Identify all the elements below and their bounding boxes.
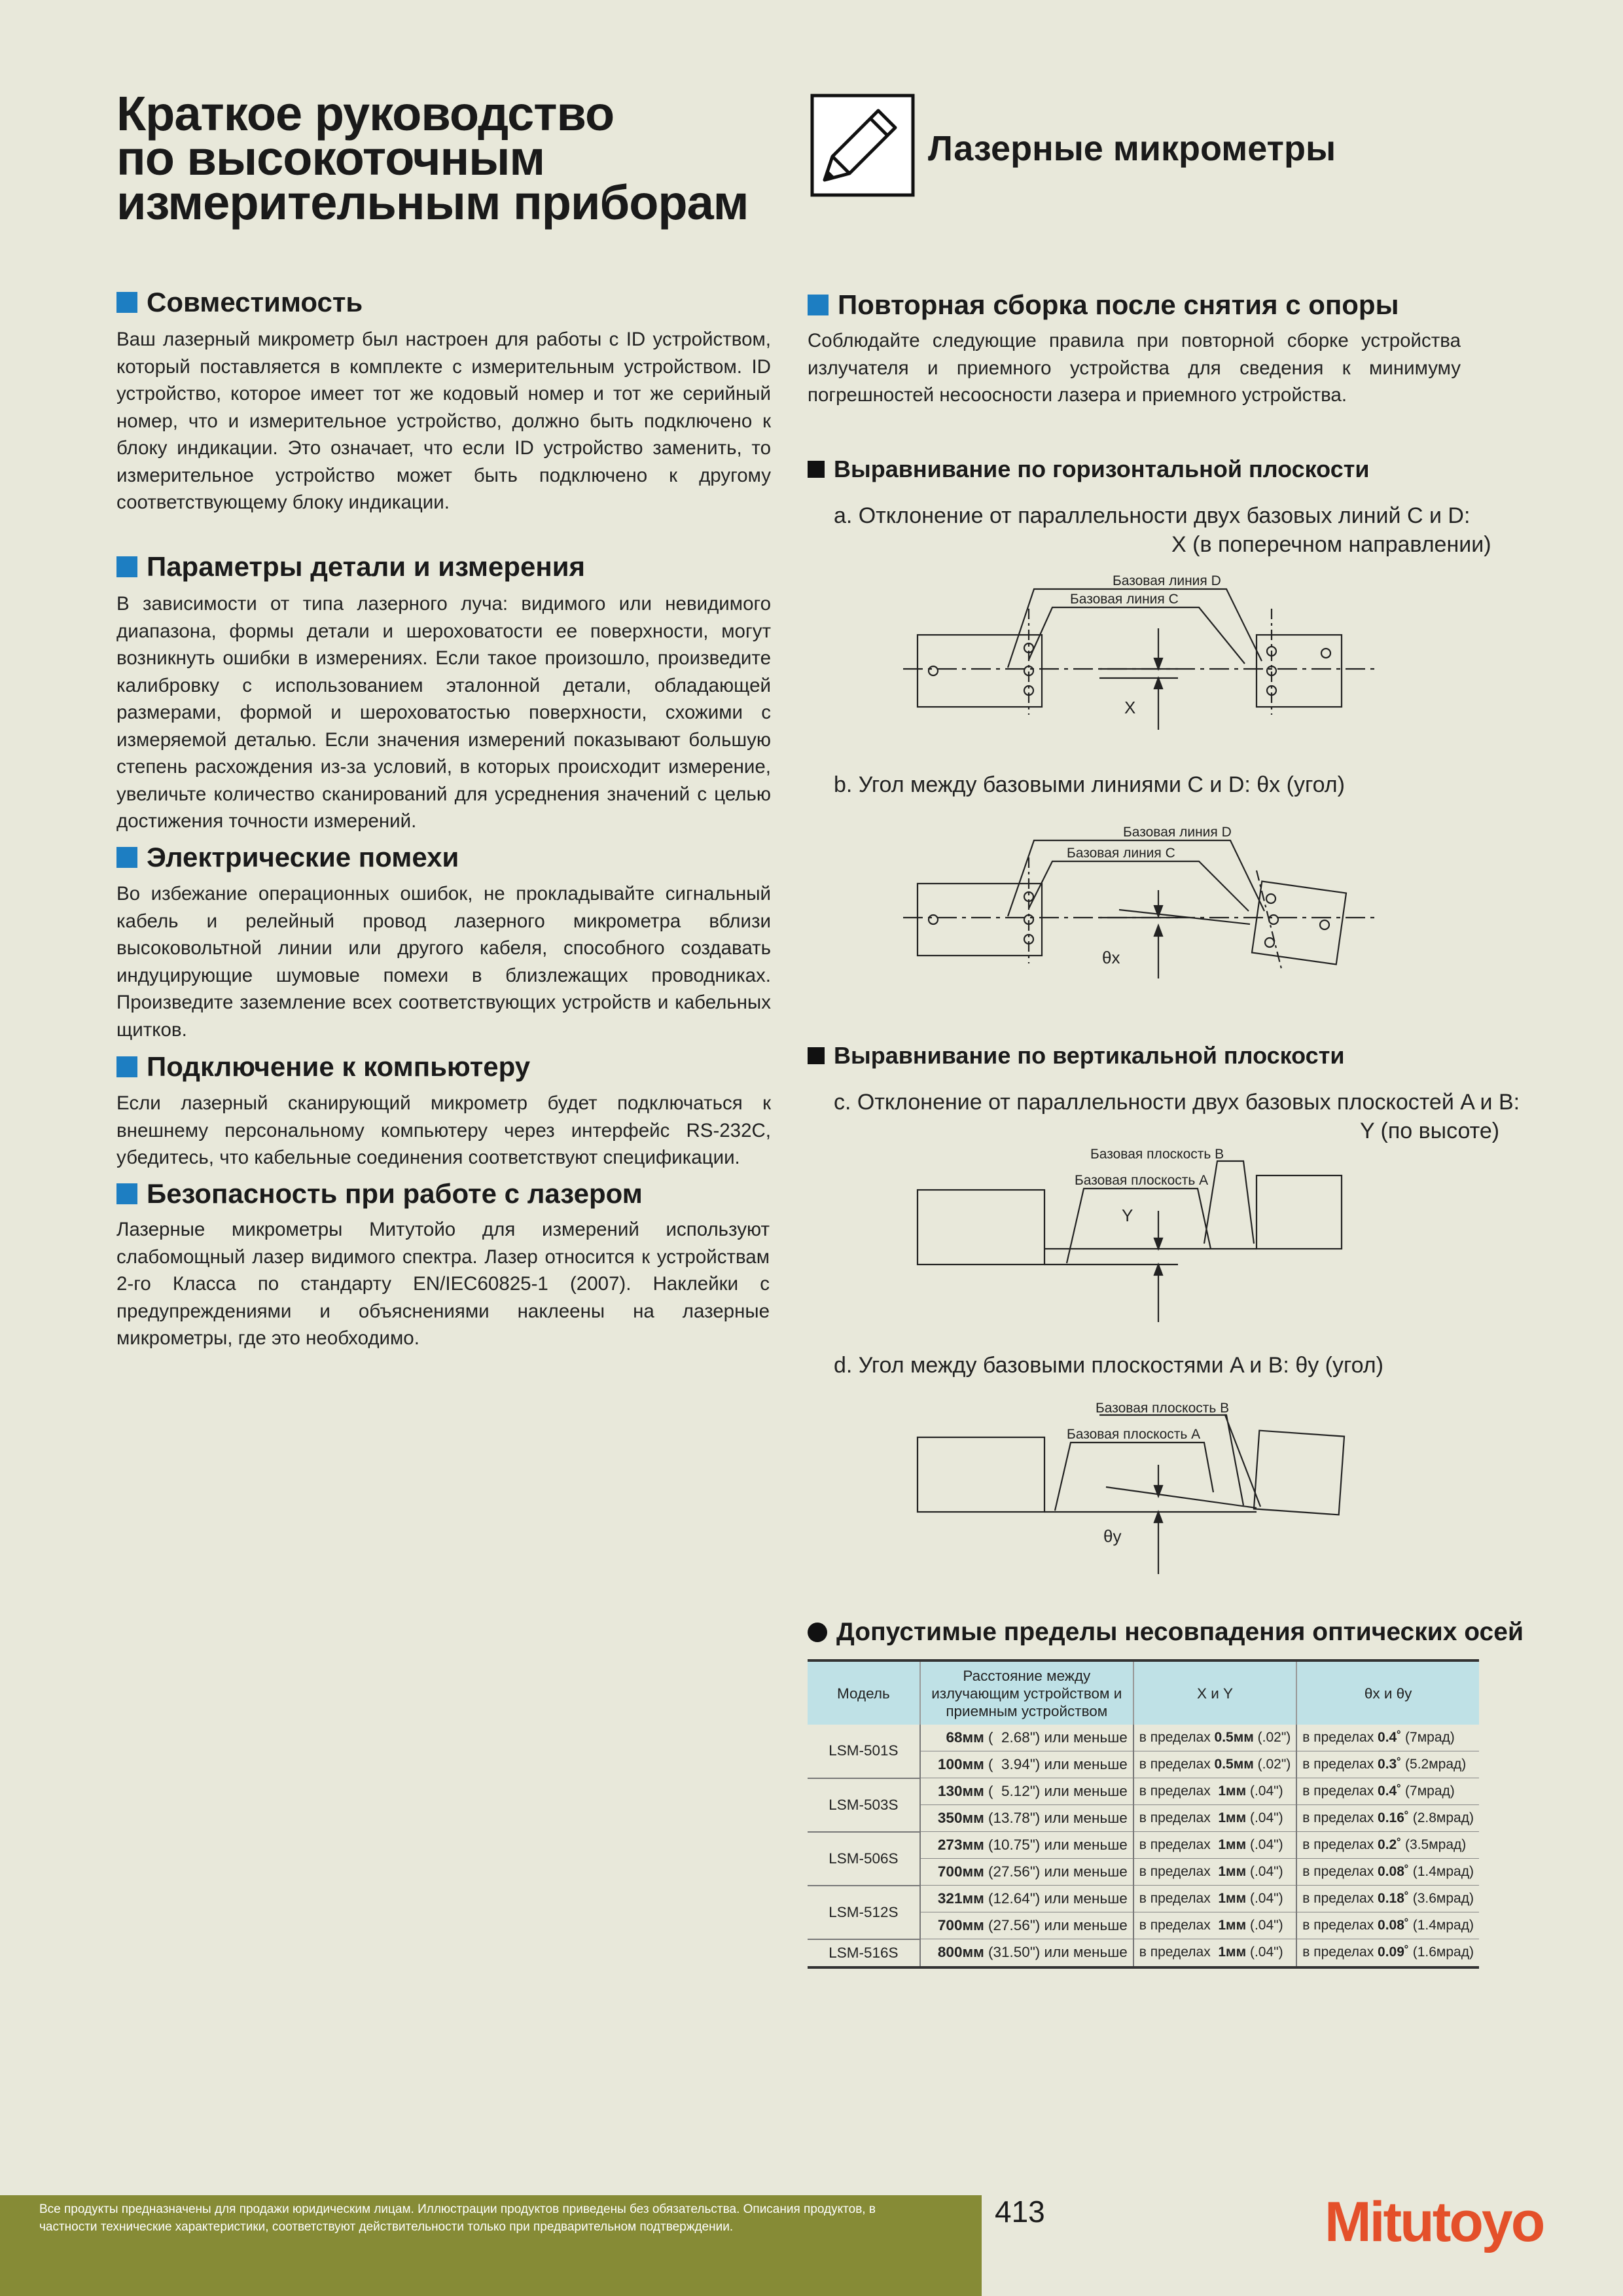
- cell-xy-suffix: (.04"): [1246, 1864, 1283, 1879]
- cell-distance: [920, 1859, 1133, 1886]
- cell-xy-value: 1мм: [1218, 1810, 1247, 1825]
- cell-xy: [1133, 1751, 1297, 1778]
- cell-xy-value: 1мм: [1218, 1837, 1247, 1852]
- cell-distance-rest: (13.78") или меньше: [984, 1810, 1128, 1826]
- cell-theta-value: 0.16˚: [1378, 1810, 1409, 1825]
- cell-theta-suffix: (3.5мрад): [1401, 1837, 1467, 1852]
- caption-b: b. Угол между базовыми линиями C и D: θx (угол): [834, 772, 1345, 797]
- cell-theta-prefix: в пределах: [1302, 1837, 1378, 1852]
- pencil-icon: [810, 94, 915, 197]
- figure-c: [903, 1139, 1374, 1335]
- cell-theta-value: 0.18˚: [1378, 1891, 1409, 1906]
- cell-xy-suffix: (.02"): [1253, 1730, 1291, 1745]
- mitutoyo-logo: Mitutoyo: [1325, 2191, 1544, 2253]
- cell-xy-prefix: в пределах: [1139, 1945, 1219, 1960]
- caption-c: c. Отклонение от параллельности двух базовых плоскостей A и B:: [834, 1090, 1520, 1115]
- cell-xy-prefix: в пределах: [1139, 1757, 1215, 1772]
- page-title-line: Краткое руководство: [116, 86, 615, 141]
- cell-distance-value: 273мм: [937, 1837, 984, 1853]
- cell-theta-suffix: (7мрад): [1401, 1730, 1455, 1745]
- cell-xy-value: 0.5мм: [1214, 1730, 1254, 1745]
- params-text: В зависимости от типа лазерного луча: видимого или невидимого диапазона, формы детали и шероховатости ее поверхности, могут возникнуть ошибки в измерениях. Если такое произошло, произведите калибровку с использованием эталонной детали, обладающей размерами, формой и шероховатостью поверхности, схожими с измеряемой деталью. Если значения измерений показывают большую степень расхождения из-за условий, в которых происходит измерение, увеличьте количество сканирований для усреднения значений с целью достижения точности измерений.: [116, 593, 771, 832]
- cell-distance-rest: ( 2.68") или меньше: [984, 1729, 1128, 1746]
- cell-xy-suffix: (.04"): [1246, 1810, 1283, 1825]
- cell-theta-suffix: (3.6мрад): [1408, 1891, 1474, 1906]
- safety-heading-text: Безопасность при работе с лазером: [147, 1178, 643, 1209]
- cell-distance-value: 68мм: [946, 1729, 984, 1746]
- cell-theta-prefix: в пределах: [1302, 1945, 1378, 1960]
- spec-table-wrap: [808, 1659, 1479, 1969]
- label-line-d: Базовая линия D: [1123, 825, 1232, 840]
- reassembly-heading: [808, 289, 1399, 321]
- cell-distance: [920, 1751, 1133, 1778]
- cell-xy: [1133, 1912, 1297, 1939]
- cell-theta: [1296, 1912, 1479, 1939]
- label-plane-b: Базовая плоскость B: [1096, 1401, 1230, 1416]
- label-theta-y: θy: [1103, 1526, 1122, 1546]
- caption-c-sub: Y (по высоте): [1360, 1119, 1500, 1143]
- params-heading-text: Параметры детали и измерения: [147, 551, 586, 582]
- cell-xy: [1133, 1778, 1297, 1805]
- page-title-line: измерительным приборам: [116, 175, 749, 230]
- cell-theta: [1296, 1832, 1479, 1859]
- cell-distance-rest: ( 5.12") или меньше: [984, 1783, 1128, 1799]
- vertical-heading-text: Выравнивание по вертикальной плоскости: [834, 1042, 1345, 1069]
- cell-xy: [1133, 1886, 1297, 1912]
- cell-distance-rest: ( 3.94") или меньше: [984, 1756, 1128, 1772]
- params-heading: [116, 551, 585, 583]
- cell-distance: [920, 1886, 1133, 1912]
- cell-xy: [1133, 1805, 1297, 1832]
- bullet-icon: [808, 1623, 827, 1642]
- cell-distance: [920, 1939, 1133, 1967]
- cell-theta: [1296, 1751, 1479, 1778]
- cell-distance-rest: (31.50") или меньше: [984, 1944, 1128, 1961]
- cell-distance: [920, 1725, 1133, 1751]
- table-row: [808, 1886, 1479, 1912]
- cell-distance: [920, 1912, 1133, 1939]
- pc-text: Если лазерный сканирующий микрометр будет подключаться к внешнему персональному компьютеру через интерфейс RS-232C, убедитесь, что кабельные соединения соответствуют спецификации.: [116, 1092, 771, 1168]
- col-header-model: Модель: [808, 1662, 920, 1725]
- cell-theta-suffix: (1.6мрад): [1408, 1945, 1474, 1960]
- blue-square-icon: [116, 1183, 137, 1204]
- horizontal-heading: [808, 456, 1369, 483]
- table-heading: [808, 1618, 1524, 1647]
- cell-xy: [1133, 1832, 1297, 1859]
- cell-model: LSM-503S: [808, 1778, 920, 1832]
- label-plane-a: Базовая плоскость A: [1075, 1173, 1209, 1188]
- noise-heading-text: Электрические помехи: [147, 842, 459, 872]
- cell-theta: [1296, 1725, 1479, 1751]
- cell-xy-value: 1мм: [1218, 1891, 1247, 1906]
- table-row: [808, 1939, 1479, 1967]
- caption-a: a. Отклонение от параллельности двух базовых линий C и D:: [834, 503, 1471, 528]
- safety-text: Лазерные микрометры Митутойо для измерений используют слабомощный лазер видимого спектра. Лазер относится к устройствам 2-го Класса по стандарту EN/IEC60825-1 (2007). Наклейки с предупреждениями и объяснениями наклеены на лазерные микрометры, где это необходимо.: [116, 1219, 770, 1349]
- pc-heading-text: Подключение к компьютеру: [147, 1051, 531, 1082]
- cell-theta-prefix: в пределах: [1302, 1891, 1378, 1906]
- noise-heading: [116, 842, 459, 873]
- label-x: X: [1124, 698, 1136, 717]
- cell-xy-prefix: в пределах: [1139, 1810, 1219, 1825]
- cell-distance: [920, 1778, 1133, 1805]
- cell-theta-suffix: (7мрад): [1401, 1784, 1455, 1799]
- page-title: [116, 86, 804, 230]
- cell-xy-suffix: (.04"): [1246, 1891, 1283, 1906]
- label-line-c: Базовая линия C: [1067, 846, 1175, 861]
- cell-theta-suffix: (5.2мрад): [1401, 1757, 1467, 1772]
- table-row: [808, 1832, 1479, 1859]
- cell-xy: [1133, 1939, 1297, 1967]
- table-row: [808, 1725, 1479, 1751]
- cell-distance-value: 100мм: [937, 1756, 984, 1772]
- blue-square-icon: [808, 295, 829, 315]
- table-heading-text: Допустимые пределы несовпадения оптических осей: [836, 1618, 1524, 1646]
- black-square-icon: [808, 1047, 825, 1064]
- label-line-d: Базовая линия D: [1113, 573, 1221, 588]
- cell-xy-suffix: (.04"): [1246, 1918, 1283, 1933]
- label-line-c: Базовая линия C: [1070, 592, 1179, 607]
- spec-table-body: [808, 1725, 1479, 1967]
- cell-xy-prefix: в пределах: [1139, 1918, 1219, 1933]
- cell-theta-suffix: (2.8мрад): [1408, 1810, 1474, 1825]
- compat-text: Ваш лазерный микрометр был настроен для работы с ID устройством, который поставляется в комплекте с измерительным устройством. ID устройство, которое имеет тот же кодовый номер и тот же серийный номер, что и измерительное устройство, должно быть подключено к блоку индикации. Это означает, что если ID устройство заменить, то измерительное устройство может быть подключено к другому соответствующему блоку индикации.: [116, 329, 771, 513]
- figure-a: [903, 569, 1374, 740]
- label-theta-x: θx: [1102, 948, 1120, 967]
- label-plane-b: Базовая плоскость B: [1090, 1147, 1224, 1162]
- cell-theta-value: 0.08˚: [1378, 1918, 1409, 1933]
- noise-text: Во избежание операционных ошибок, не прокладывайте сигнальный кабель и релейный провод лазерного микрометра вблизи высоковольтной линии или другого кабеля, способного создавать индуцирующие шумовые помехи в близлежащих проводниках. Произведите заземление всех соответствующих устройств и кабельных щитков.: [116, 883, 771, 1041]
- reassembly-heading-text: Повторная сборка после снятия с опоры: [838, 289, 1399, 320]
- col-header-xy: X и Y: [1133, 1662, 1297, 1725]
- blue-square-icon: [116, 556, 137, 577]
- footer-disclaimer: Все продукты предназначены для продажи юридическим лицам. Иллюстрации продуктов приведены без обязательства. Описания продуктов, в частности технические характеристики, соответствуют действительности только при предварительном подтверждении.: [39, 2202, 876, 2234]
- cell-distance-rest: (10.75") или меньше: [984, 1837, 1128, 1853]
- cell-model: LSM-501S: [808, 1725, 920, 1778]
- cell-xy-value: 0.5мм: [1214, 1757, 1254, 1772]
- cell-theta: [1296, 1805, 1479, 1832]
- safety-heading: [116, 1178, 643, 1210]
- cell-xy: [1133, 1725, 1297, 1751]
- cell-model: LSM-506S: [808, 1832, 920, 1886]
- cell-xy-prefix: в пределах: [1139, 1784, 1219, 1799]
- cell-xy-value: 1мм: [1218, 1945, 1247, 1960]
- cell-model: LSM-512S: [808, 1886, 920, 1939]
- cell-distance-rest: (27.56") или меньше: [984, 1863, 1128, 1880]
- cell-model: LSM-516S: [808, 1939, 920, 1967]
- cell-distance: [920, 1805, 1133, 1832]
- caption-a-sub: X (в поперечном направлении): [1171, 532, 1491, 557]
- cell-theta: [1296, 1859, 1479, 1886]
- spec-table: [808, 1662, 1479, 1969]
- cell-distance-value: 130мм: [937, 1783, 984, 1799]
- cell-theta: [1296, 1886, 1479, 1912]
- col-header-theta: θx и θy: [1296, 1662, 1479, 1725]
- figure-b: [903, 818, 1374, 988]
- cell-theta-value: 0.4˚: [1378, 1730, 1402, 1745]
- cell-theta-prefix: в пределах: [1302, 1757, 1378, 1772]
- col-header-distance: Расстояние между излучающим устройством и приемным устройством: [920, 1662, 1133, 1725]
- figure-d: [903, 1401, 1374, 1584]
- cell-theta-value: 0.08˚: [1378, 1864, 1409, 1879]
- cell-theta-prefix: в пределах: [1302, 1810, 1378, 1825]
- cell-theta-value: 0.2˚: [1378, 1837, 1402, 1852]
- cell-xy-value: 1мм: [1218, 1864, 1247, 1879]
- cell-xy-suffix: (.04"): [1246, 1784, 1283, 1799]
- cell-xy-value: 1мм: [1218, 1784, 1247, 1799]
- cell-distance: [920, 1832, 1133, 1859]
- blue-square-icon: [116, 847, 137, 868]
- black-square-icon: [808, 461, 825, 478]
- cell-theta-value: 0.3˚: [1378, 1757, 1402, 1772]
- cell-theta-prefix: в пределах: [1302, 1864, 1378, 1879]
- section-title: Лазерные микрометры: [928, 129, 1336, 168]
- cell-xy-suffix: (.04"): [1246, 1837, 1283, 1852]
- page-number: 413: [995, 2195, 1045, 2229]
- cell-theta-prefix: в пределах: [1302, 1784, 1378, 1799]
- cell-distance-rest: (27.56") или меньше: [984, 1917, 1128, 1933]
- horizontal-heading-text: Выравнивание по горизонтальной плоскости: [834, 456, 1370, 482]
- cell-distance-value: 800мм: [937, 1944, 984, 1961]
- cell-distance-value: 700мм: [937, 1917, 984, 1933]
- cell-distance-value: 321мм: [937, 1890, 984, 1907]
- cell-theta-suffix: (1.4мрад): [1408, 1918, 1474, 1933]
- cell-xy-suffix: (.04"): [1246, 1945, 1283, 1960]
- cell-distance-value: 350мм: [937, 1810, 984, 1826]
- cell-xy-suffix: (.02"): [1253, 1757, 1291, 1772]
- cell-theta-value: 0.09˚: [1378, 1945, 1409, 1960]
- cell-xy-prefix: в пределах: [1139, 1837, 1219, 1852]
- label-y: Y: [1122, 1206, 1133, 1225]
- blue-square-icon: [116, 1056, 137, 1077]
- compat-heading-text: Совместимость: [147, 287, 363, 317]
- cell-theta: [1296, 1778, 1479, 1805]
- compat-heading: [116, 287, 363, 318]
- pc-heading: [116, 1051, 530, 1083]
- label-plane-a: Базовая плоскость A: [1067, 1427, 1201, 1442]
- cell-theta: [1296, 1939, 1479, 1967]
- table-row: [808, 1778, 1479, 1805]
- reassembly-text: Соблюдайте следующие правила при повторной сборке устройства излучателя и приемного устройства для сведения к минимуму погрешностей несоосности лазера и приемного устройства.: [808, 330, 1461, 406]
- cell-xy-value: 1мм: [1218, 1918, 1247, 1933]
- cell-theta-suffix: (1.4мрад): [1408, 1864, 1474, 1879]
- vertical-heading: [808, 1042, 1344, 1069]
- page-title-line: по высокоточным: [116, 131, 545, 185]
- cell-distance-rest: (12.64") или меньше: [984, 1890, 1128, 1907]
- blue-square-icon: [116, 292, 137, 313]
- cell-xy: [1133, 1859, 1297, 1886]
- cell-xy-prefix: в пределах: [1139, 1864, 1219, 1879]
- cell-theta-prefix: в пределах: [1302, 1730, 1378, 1745]
- cell-xy-prefix: в пределах: [1139, 1891, 1219, 1906]
- cell-xy-prefix: в пределах: [1139, 1730, 1215, 1745]
- cell-distance-value: 700мм: [937, 1863, 984, 1880]
- cell-theta-value: 0.4˚: [1378, 1784, 1402, 1799]
- cell-theta-prefix: в пределах: [1302, 1918, 1378, 1933]
- caption-d: d. Угол между базовыми плоскостями A и B: θy (угол): [834, 1353, 1383, 1378]
